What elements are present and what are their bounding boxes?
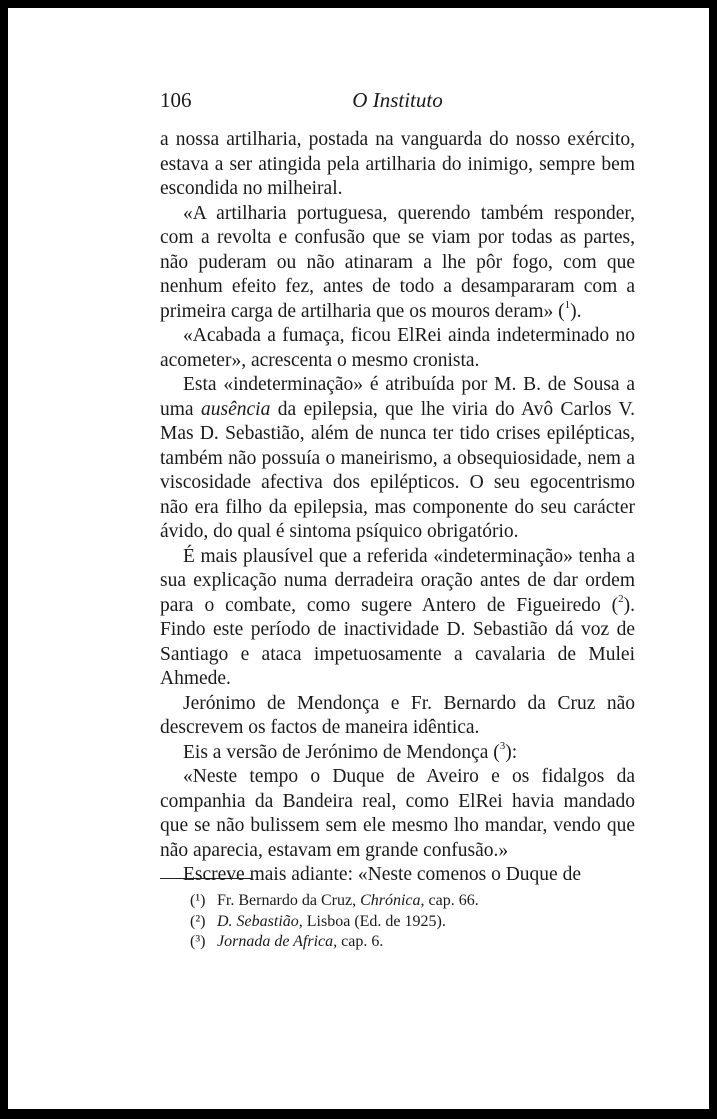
paragraph: Jerónimo de Mendonça e Fr. Bernardo da Cruz não descrevem os factos de maneira idêntica. — [160, 692, 635, 738]
paragraph: «Acabada a fumaça, ficou ElRei ainda indeterminado no acometer», acrescenta o mesmo cronista. — [160, 325, 635, 371]
footnote-title: Jornada de Africa, — [217, 933, 338, 950]
footnote: (¹) Fr. Bernardo da Cruz, Chrónica, cap. 66. — [190, 891, 635, 912]
paragraph: «Neste tempo o Duque de Aveiro e os fidalgos da companhia da Bandeira real, como ElRei havia mandado que se não bulissem sem ele mesmo lho mandar, vendo que não aparecia, estavam em grande confusão.» — [160, 766, 635, 861]
paragraph: a nossa artilharia, postada na vanguarda do nosso exército, estava a ser atingida pela artilharia do inimigo, sempre bem escondida no milheiral. — [160, 129, 635, 199]
footnote-marker: (¹) — [190, 892, 206, 909]
footnote-title: Chrónica — [360, 892, 421, 909]
italic-term: ausência — [201, 398, 271, 420]
paragraph: Escreve mais adiante: «Neste comenos o Duque de — [183, 864, 581, 885]
footnotes — [190, 891, 635, 953]
footnote-ref: 3 — [499, 740, 506, 752]
paragraph: Eis a versão de Jerónimo de Mendonça ($^3$): — [183, 740, 518, 763]
page — [8, 8, 709, 1109]
footnote-title: D. Sebastião, — [217, 912, 303, 930]
running-title: O Instituto — [352, 88, 443, 112]
page-header — [160, 78, 635, 118]
footnote-marker: (²) — [190, 912, 206, 930]
footnote: (³) Jornada de Africa, cap. 6. — [190, 932, 635, 953]
footnote-ref: 1 — [564, 299, 571, 311]
paragraph: Esta «indeterminação» é atribuída por M. B. de Sousa a uma ausência da epilepsia, que lhe viria do Avô Carlos V. Mas D. Sebastião, além de nunca ter tido crises epilépticas, também não possuía o maneirismo, a obsequiosidade, nem a viscosidade afectiva dos epilépticos. O seu egocentrismo não era filho da epilepsia, mas componente do seu carácter ávido, do qual é sintoma psíquico obrigatório. — [160, 374, 635, 542]
body-text — [160, 128, 635, 888]
page-number: 106 — [160, 88, 192, 112]
footnote-ref: 2 — [618, 593, 624, 605]
footnote: (²) D. Sebastião, Lisboa (Ed. de 1925). — [190, 912, 635, 933]
paragraph: «A artilharia portuguesa, querendo também responder, com a revolta e confusão que se viam por todas as partes, não puderam ou não atinaram a lhe pôr fogo, com que nenhum efeito fez, antes de todo a desampararam com a primeira carga de artilharia que os mouros deram» ($^1$). — [160, 202, 635, 322]
footnote-divider — [160, 878, 252, 879]
paragraph: É mais plausível que a referida «indeterminação» tenha a sua explicação numa derradeira oração antes de dar ordem para o combate, como sugere Antero de Figueiredo ($^2$). Findo este período de inactividade D. Sebastião dá voz de Santiago e ataca impetuosamente a cavalaria de Mulei Ahmede. — [160, 545, 635, 689]
footnote-marker: (³) — [190, 933, 206, 950]
